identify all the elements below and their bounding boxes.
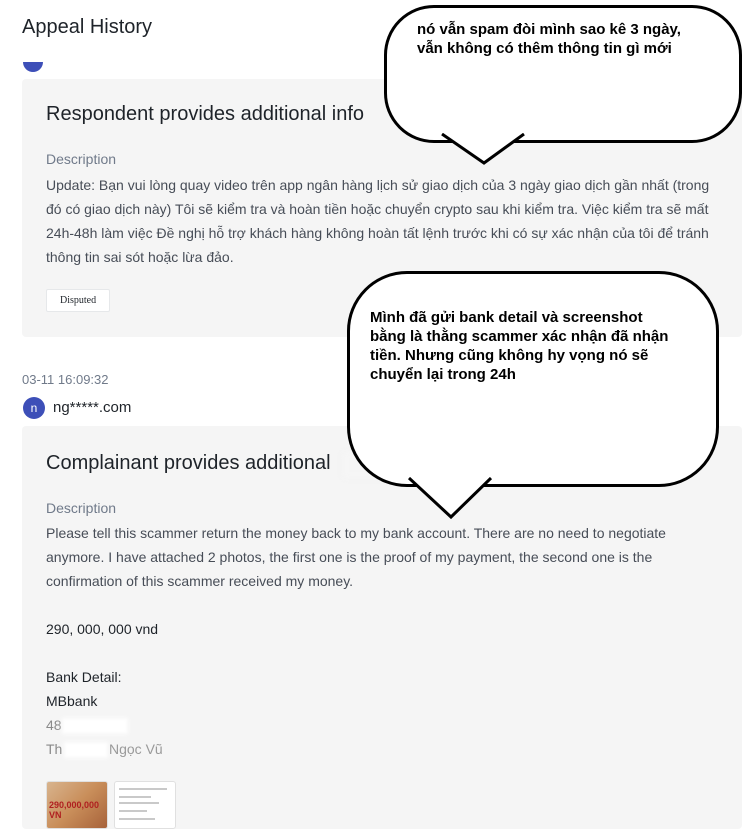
account-name-partial: Th bbox=[46, 741, 63, 757]
confirmation-thumbnail[interactable] bbox=[114, 781, 176, 829]
redaction bbox=[64, 742, 108, 758]
amount-text: 290, 000, 000 vnd bbox=[46, 621, 159, 637]
account-name-partial: Ngọc Vũ bbox=[109, 741, 163, 757]
thumb-line bbox=[119, 810, 147, 812]
payment-proof-thumbnail[interactable] bbox=[46, 781, 108, 829]
status-badge: Disputed bbox=[46, 289, 110, 312]
description-text: Update: Bạn vui lòng quay video trên app ngân hàng lịch sử giao dịch của 3 ngày giao dịch gần nhất (trong đó có giao dịch này) Tôi sẽ kiểm tra và hoàn tiền hoặc chuyển crypto sau khi kiểm tra. Việc kiểm tra sẽ mất 24h-48h làm việc Đề nghị hỗ trợ khách hàng không hoàn tất lệnh trước khi có sự xác nhận của tôi để tránh thông tin sai sót hoặc lừa đảo. bbox=[46, 177, 710, 265]
thumb-line bbox=[119, 788, 167, 790]
description-text: Please tell this scammer return the money back to my bank account. There are no need to negotiate anymore. I have attached 2 photos, the first one is the proof of my payment, the second one is the confirmation of this scammer received my money. bbox=[46, 525, 666, 589]
entry-timestamp: 03-11 16:09:32 bbox=[22, 372, 109, 387]
annotation-bubble bbox=[347, 271, 719, 487]
bubble-tail bbox=[440, 133, 530, 169]
avatar: n bbox=[23, 397, 45, 419]
thumb-line bbox=[119, 818, 155, 820]
description-label: Description bbox=[46, 500, 117, 516]
user-name: ng*****.com bbox=[53, 399, 132, 416]
page-title: Appeal History bbox=[22, 16, 153, 38]
annotation-text: Mình đã gửi bank detail và screenshot bằng là thằng scammer xác nhận đã nhận tiền. Nhưng cũng không hy vọng nó sẽ chuyển lại trong 24h bbox=[370, 309, 669, 383]
card-title: Complainant provides additional bbox=[46, 452, 331, 474]
bank-detail-label: Bank Detail: bbox=[46, 669, 122, 685]
annotation-text: nó vẫn spam đòi mình sao kê 3 ngày, vẫn không có thêm thông tin gì mới bbox=[417, 21, 681, 57]
card-title: Respondent provides additional info bbox=[46, 103, 364, 125]
description-label: Description bbox=[46, 151, 117, 167]
thumbnail-amount: 290,000,000 VN bbox=[49, 800, 100, 820]
thumb-line bbox=[119, 802, 159, 804]
bank-name: MBbank bbox=[46, 693, 98, 709]
bubble-tail bbox=[407, 477, 497, 523]
account-number-redacted: 48 bbox=[46, 717, 62, 733]
thumb-line bbox=[119, 796, 151, 798]
annotation-bubble bbox=[384, 5, 742, 143]
avatar bbox=[23, 52, 43, 72]
redaction bbox=[62, 718, 128, 734]
